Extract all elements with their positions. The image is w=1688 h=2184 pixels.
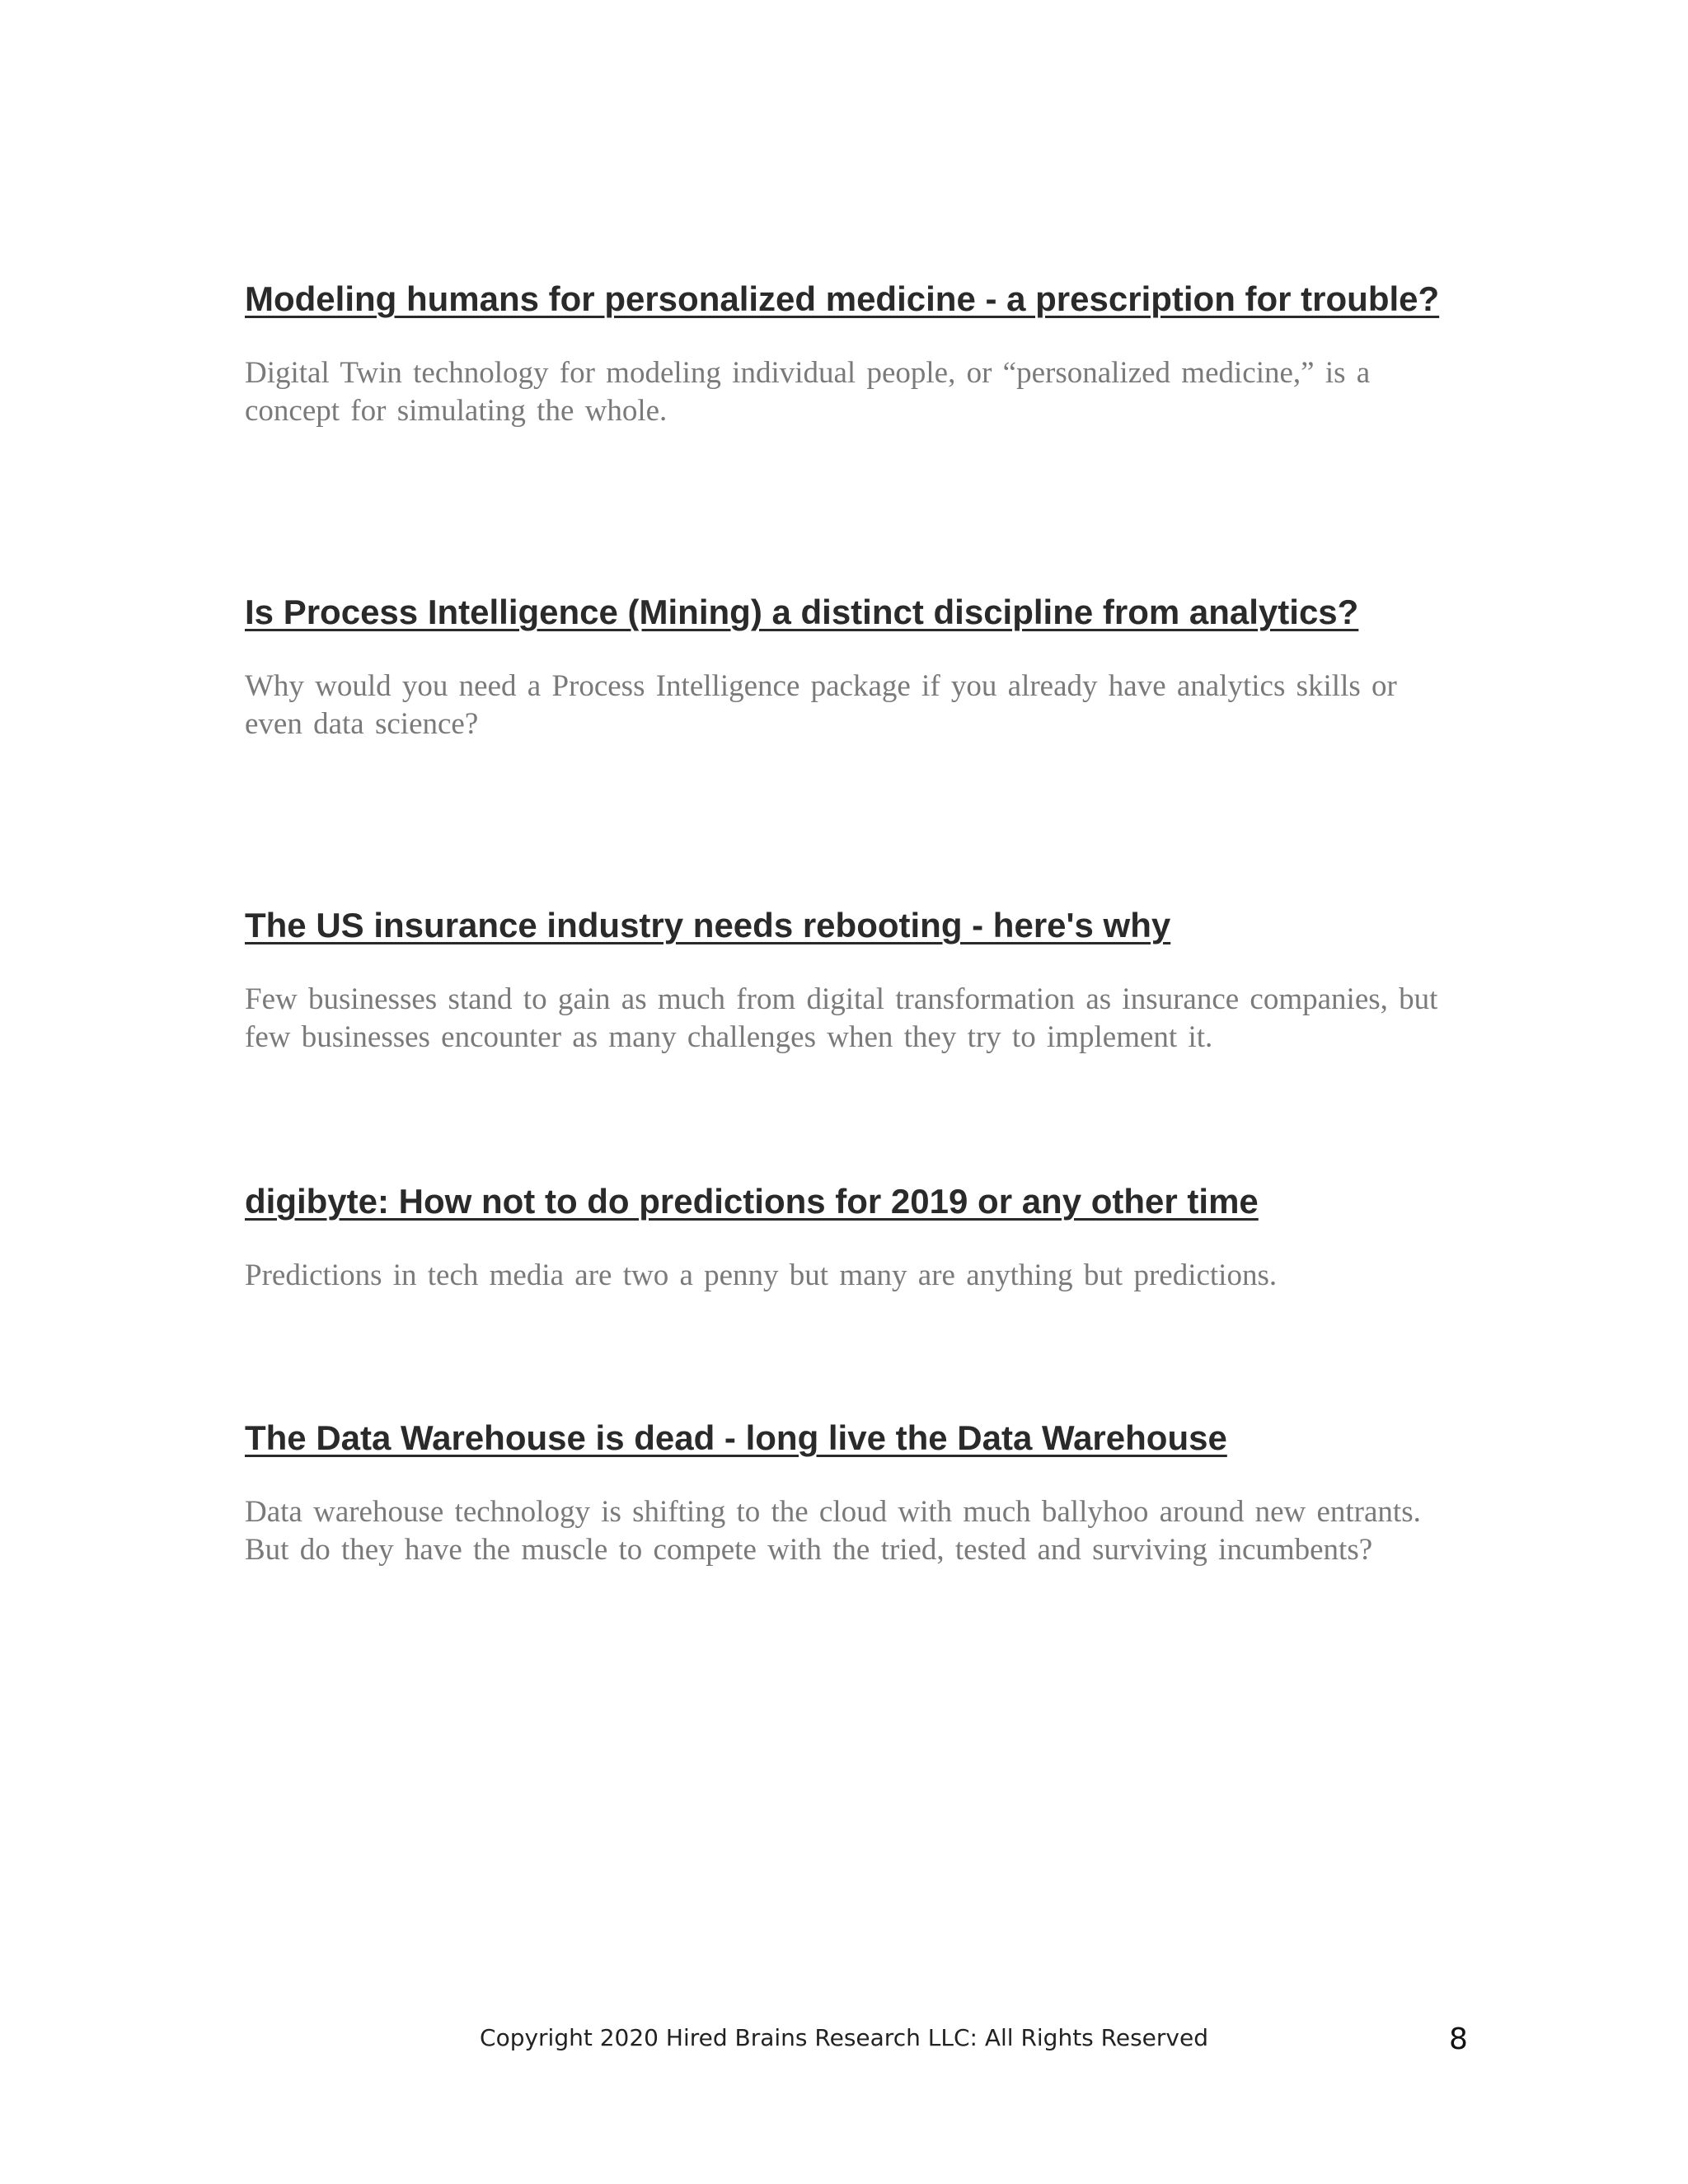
article-entry bbox=[245, 592, 1456, 743]
article-summary: Why would you need a Process Intelligence package if you already have analytics skills or even data science? bbox=[245, 669, 1397, 741]
article-summary: Digital Twin technology for modeling individual people, or “personalized medicine,” is a concept for simulating the whole. bbox=[245, 356, 1371, 428]
page-number: 8 bbox=[1449, 2022, 1468, 2056]
article-summary: Data warehouse technology is shifting to the cloud with much ballyhoo around new entrants. But do they have the muscle to compete with the tried, tested and surviving incumbents? bbox=[245, 1495, 1421, 1567]
article-entry bbox=[245, 1181, 1456, 1295]
article-entry bbox=[245, 1418, 1456, 1569]
article-title-link[interactable]: The US insurance industry needs rebooting - here's why bbox=[245, 906, 1171, 944]
article-title-link[interactable]: The Data Warehouse is dead - long live the Data Warehouse bbox=[245, 1418, 1227, 1457]
footer-copyright: Copyright 2020 Hired Brains Research LLC: All Rights Reserved bbox=[480, 2024, 1208, 2051]
article-title-link[interactable]: Is Process Intelligence (Mining) a distinct discipline from analytics? bbox=[245, 593, 1359, 631]
article-entry bbox=[245, 279, 1456, 430]
article-summary: Predictions in tech media are two a penny but many are anything but predictions. bbox=[245, 1258, 1278, 1292]
article-title-link[interactable]: Modeling humans for personalized medicine - a prescription for trouble? bbox=[245, 279, 1440, 318]
article-entry bbox=[245, 905, 1456, 1057]
article-summary: Few businesses stand to gain as much from digital transformation as insurance companies, but few businesses encounter as many challenges when they try to implement it. bbox=[245, 982, 1438, 1054]
article-title-link[interactable]: digibyte: How not to do predictions for 2019 or any other time bbox=[245, 1182, 1259, 1221]
